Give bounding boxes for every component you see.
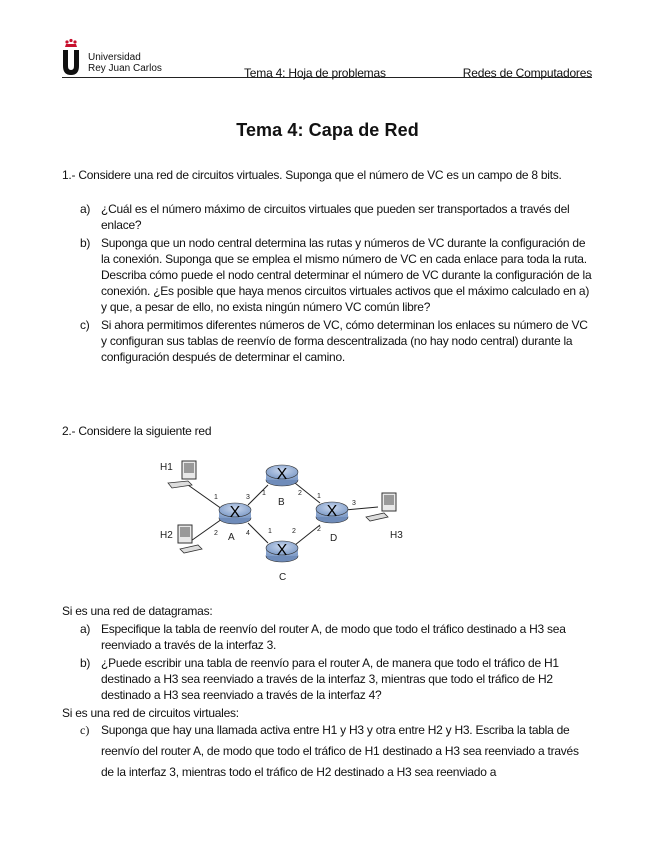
list-item [62,621,592,653]
if-d-1: 1 [317,493,321,500]
label-router-d: D [330,533,338,544]
if-a-2: 2 [214,530,218,537]
if-c-2: 2 [292,528,296,535]
if-b-1: 1 [262,490,266,497]
datagram-intro: Si es una red de datagramas: [62,604,213,618]
router-b-icon [266,465,298,486]
item-text: Especifique la tabla de reenvío del router A, de modo que todo el tráfico destinado a H3 sea reenviado a través de la interfaz 3. [101,622,566,652]
list-item [62,201,592,233]
host-h2-icon [178,525,202,553]
item-label: c) [80,318,90,332]
label-router-a: A [228,532,235,543]
header-course: Redes de Computadores [462,66,592,80]
list-item [62,317,592,365]
host-h3-icon [366,493,396,521]
router-b-symbol: X [276,466,288,483]
datagram-list [62,621,592,705]
if-b-2: 2 [298,490,302,497]
item-label: b) [80,656,91,670]
if-a-4: 4 [246,530,250,537]
item-label: b) [80,236,91,250]
router-a-symbol: X [229,504,241,521]
if-c-1: 1 [268,528,272,535]
router-c-icon [266,541,298,562]
network-diagram [150,455,440,585]
q1-intro: 1.- Considere una red de circuitos virtuales. Suponga que el número de VC es un campo de 8 bits. [62,168,562,182]
router-c-symbol: X [276,542,288,559]
list-item [62,720,592,783]
page-title: Tema 4: Capa de Red [236,120,419,140]
item-label: c) [80,723,90,737]
item-label: a) [80,622,91,636]
label-h2: H2 [160,530,173,541]
university-name-line1: Universidad [88,52,141,63]
if-d-2: 2 [317,526,321,533]
item-text: ¿Puede escribir una tabla de reenvío para el router A, de manera que todo el tráfico de H1 destinado a H3 sea reenviado a través de la interfaz 3, mientras que todo el tráfico de H2 destinado a H3 sea reenviado a través de la interfaz 4? [101,656,559,702]
if-a-3: 3 [246,494,250,501]
router-d-symbol: X [326,503,338,520]
list-item [62,235,592,315]
label-h3: H3 [390,530,403,541]
router-d-icon [316,502,348,523]
university-name-line2: Rey Juan Carlos [88,63,162,74]
header-divider [62,77,592,78]
item-text: Suponga que un nodo central determina las rutas y números de VC durante la configuración de la conexión. Suponga que se emplea el mismo número de VC en cada enlace para toda la ruta. Describa cómo puede el nodo central determinar el número de VC durante la configuración de la conexión. ¿Es posible que haya menos circuitos virtuales activos que el máximo calculado en a) y que, a pesar de ello, no exista ningún número VC común libre? [101,236,592,314]
label-router-c: C [279,572,287,583]
q2-intro: 2.- Considere la siguiente red [62,424,212,438]
item-label: a) [80,202,91,216]
label-router-b: B [278,497,285,508]
university-name [88,52,162,74]
label-h1: H1 [160,462,173,473]
page-header [62,38,592,80]
header-topic: Tema 4: Hoja de problemas [244,66,386,80]
q1-list [62,201,592,367]
item-text: ¿Cuál es el número máximo de circuitos virtuales que pueden ser transportados a través del enlace? [101,202,570,232]
item-text: Suponga que hay una llamada activa entre H1 y H3 y otra entre H2 y H3. Escriba la tabla de reenvío del router A, de modo que todo el tráfico de H1 destinado a H3 sea reenviado a través de la interfaz 3, mientras todo el tráfico de H2 destinado a H3 sea reenviado a [101,723,579,779]
item-text: Si ahora permitimos diferentes números de VC, cómo determinan los enlaces su número de VC y configuran sus tablas de reenvío de forma descentralizada (no hay nodo central) durante la configuración después de determinar el camino. [101,318,588,364]
list-item [62,655,592,703]
vc-intro: Si es una red de circuitos virtuales: [62,706,239,720]
router-a-icon [219,503,251,524]
vc-list [62,720,592,785]
if-a-1: 1 [214,494,218,501]
if-d-3: 3 [352,500,356,507]
